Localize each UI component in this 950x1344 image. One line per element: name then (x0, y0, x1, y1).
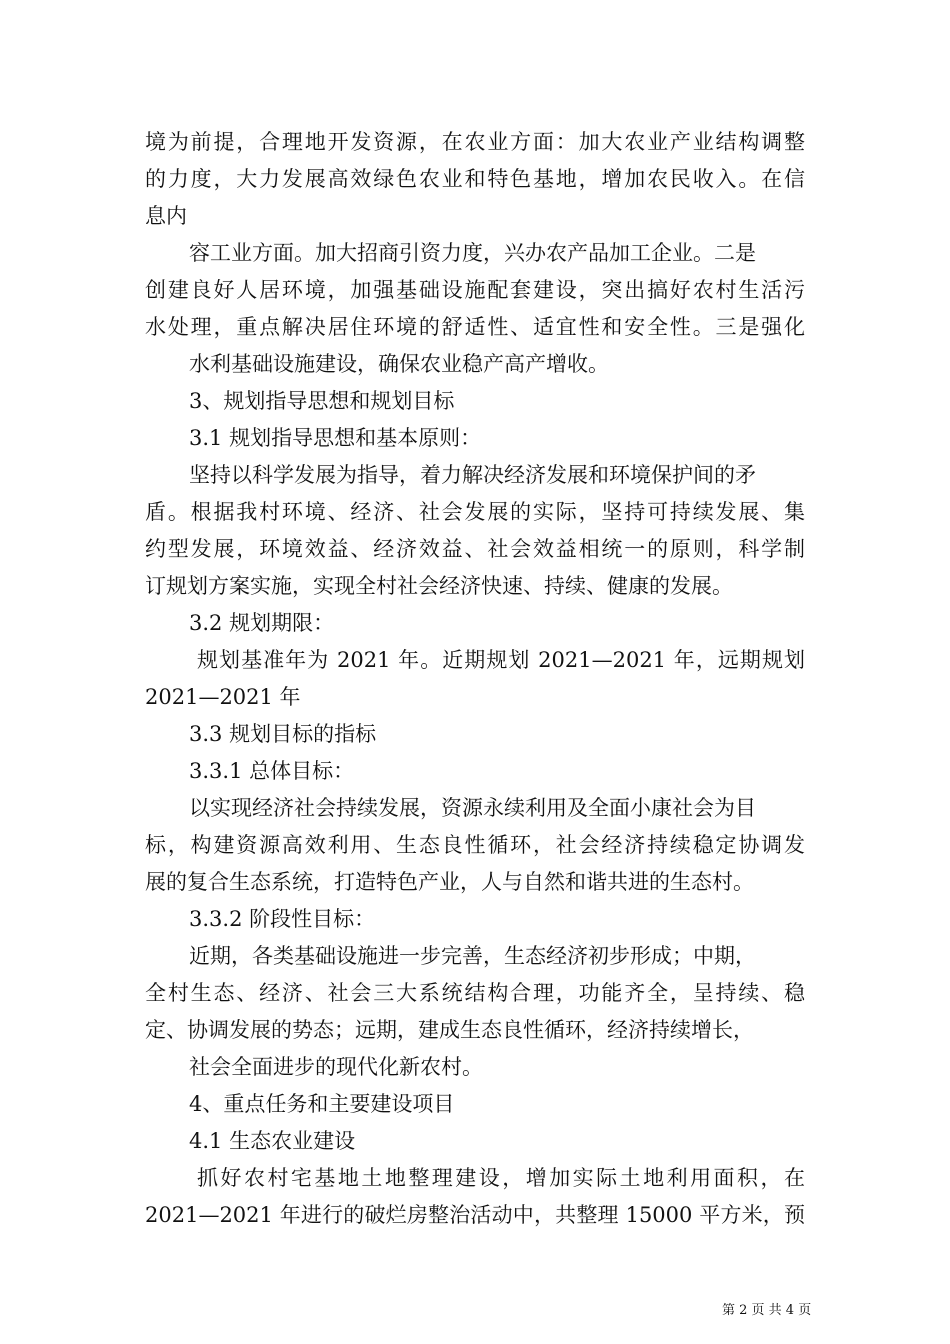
text-line: 订规划方案实施，实现全村社会经济快速、持续、健康的发展。 (145, 574, 733, 598)
section-heading: 4、重点任务和主要建设项目 (189, 1092, 455, 1116)
subsection-heading: 3.1 规划指导思想和基本原则： (189, 426, 482, 450)
text-line: 社会全面进步的现代化新农村。 (189, 1055, 483, 1079)
text-line: 境为前提，合理地开发资源，在农业方面：加大农业产业结构调整 (145, 130, 805, 154)
text-line: 2021—2021 年进行的破烂房整治活动中，共整理 15000 平方米，预 (145, 1203, 805, 1227)
text-line: 的力度，大力发展高效绿色农业和特色基地，增加农民收入。在信 (145, 167, 805, 191)
section-heading: 3、规划指导思想和规划目标 (189, 389, 455, 413)
text-line: 息内 (145, 204, 187, 228)
subsection-heading: 3.3 规划目标的指标 (189, 722, 377, 746)
text-line: 容工业方面。加大招商引资力度，兴办农产品加工企业。二是 (189, 241, 756, 265)
page-number: 第 2 页 共 4 页 (722, 1303, 812, 1318)
subsection-heading: 4.1 生态农业建设 (189, 1129, 356, 1153)
text-line: 水处理，重点解决居住环境的舒适性、适宜性和安全性。三是强化 (145, 315, 805, 339)
text-line: 创建良好人居环境，加强基础设施配套建设，突出搞好农村生活污 (145, 278, 805, 302)
text-line: 2021—2021 年 (145, 685, 301, 709)
text-line: 盾。根据我村环境、经济、社会发展的实际，坚持可持续发展、集 (145, 500, 805, 524)
text-line: 规划基准年为 2021 年。近期规划 2021—2021 年，远期规划 (197, 648, 805, 672)
text-line: 近期，各类基础设施进一步完善，生态经济初步形成；中期， (189, 944, 756, 968)
text-line: 约型发展，环境效益、经济效益、社会效益相统一的原则，科学制 (145, 537, 805, 561)
text-line: 坚持以科学发展为指导，着力解决经济发展和环境保护间的矛 (189, 463, 756, 487)
subsection-heading: 3.3.1 总体目标： (189, 759, 355, 783)
text-line: 抓好农村宅基地土地整理建设，增加实际土地利用面积，在 (197, 1166, 805, 1190)
subsection-heading: 3.2 规划期限： (189, 611, 335, 635)
text-line: 展的复合生态系统，打造特色产业，人与自然和谐共进的生态村。 (145, 870, 754, 894)
text-line: 定、协调发展的势态；远期，建成生态良性循环，经济持续增长， (145, 1018, 754, 1042)
text-line: 全村生态、经济、社会三大系统结构合理，功能齐全，呈持续、稳 (145, 981, 805, 1005)
text-line: 水利基础设施建设，确保农业稳产高产增收。 (189, 352, 609, 376)
subsection-heading: 3.3.2 阶段性目标： (189, 907, 376, 931)
text-line: 以实现经济社会持续发展，资源永续利用及全面小康社会为目 (189, 796, 756, 820)
text-line: 标，构建资源高效利用、生态良性循环，社会经济持续稳定协调发 (145, 833, 805, 857)
